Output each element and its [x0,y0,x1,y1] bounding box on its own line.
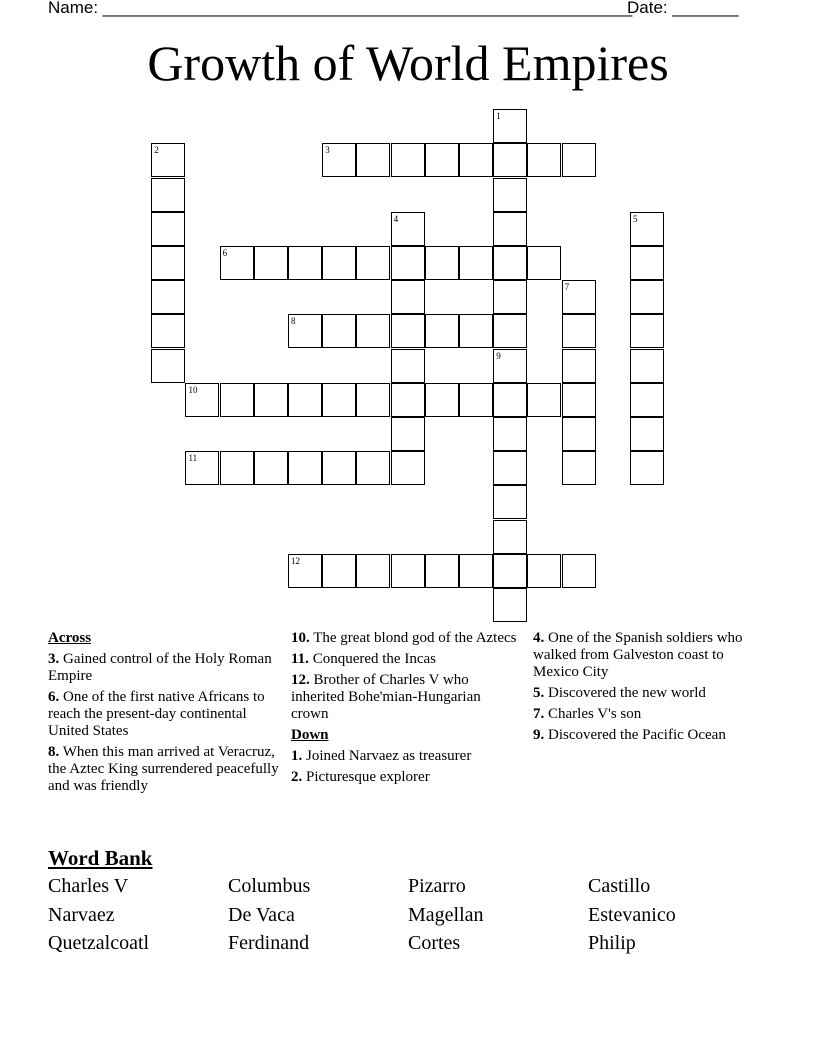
crossword-cell[interactable] [493,588,527,622]
name-field[interactable]: Name: ________________________________________________________ [48,0,633,17]
crossword-cell[interactable] [391,143,425,177]
crossword-cell[interactable] [493,554,527,588]
crossword-cell[interactable] [527,383,561,417]
clue-number: 4 [393,213,399,224]
crossword-cell[interactable] [391,451,425,485]
crossword-cell[interactable] [630,349,664,383]
crossword-cell[interactable] [356,383,390,417]
clue-down-5: 5. Discovered the new world [533,685,706,701]
crossword-cell[interactable] [630,383,664,417]
crossword-cell[interactable] [151,143,185,177]
crossword-cell[interactable] [493,143,527,177]
crossword-cell[interactable] [356,554,390,588]
word-bank-item: Cortes [408,932,461,954]
word-bank-item: De Vaca [228,903,295,926]
crossword-cell[interactable] [493,485,527,519]
crossword-cell[interactable] [288,246,322,280]
crossword-cell[interactable] [220,246,254,280]
crossword-cell[interactable] [288,314,322,348]
clue-number: 12 [291,555,301,566]
crossword-cell[interactable] [493,520,527,554]
crossword-cell[interactable] [459,554,493,588]
crossword-cell[interactable] [391,212,425,246]
word-bank-item: Quetzalcoatl [48,932,150,954]
page-title: Growth of World Empires [147,35,669,91]
crossword-cell[interactable] [630,314,664,348]
crossword-cell[interactable] [425,246,459,280]
clue-number: 5 [633,213,638,224]
crossword-cell[interactable] [322,314,356,348]
crossword-cell[interactable] [391,554,425,588]
crossword-cell[interactable] [459,383,493,417]
crossword-cell[interactable] [356,314,390,348]
word-bank [48,874,768,956]
crossword-cell[interactable] [425,383,459,417]
crossword-cell[interactable] [562,280,596,314]
clues-column-2 [291,630,521,790]
clue-number: 10 [188,384,198,395]
crossword-cell[interactable] [356,246,390,280]
crossword-cell[interactable] [527,143,561,177]
crossword-cell[interactable] [151,178,185,212]
clue-across-6: 6. One of the first native Africans to reach the present-day continental United States [48,689,265,739]
crossword-cell[interactable] [562,314,596,348]
clue-number: 7 [564,282,570,293]
crossword-cell[interactable] [254,451,288,485]
crossword-cell[interactable] [493,246,527,280]
clue-number: 9 [496,350,501,361]
clue-down-4: 4. One of the Spanish soldiers who walked from Galveston coast to Mexico City [533,630,743,680]
word-bank-item: Pizarro [408,875,466,897]
clue-across-11: 11. Conquered the Incas [291,651,436,667]
crossword-cell[interactable] [391,280,425,314]
clue-across-3: 3. Gained control of the Holy Roman Empire [48,651,272,684]
clue-number: 3 [325,145,330,156]
crossword-cell[interactable] [356,451,390,485]
crossword-cell[interactable] [185,451,219,485]
crossword-cell[interactable] [459,143,493,177]
clue-number: 8 [291,316,296,327]
clue-across-10: 10. The great blond god of the Aztecs [291,630,517,646]
crossword-cell[interactable] [493,109,527,143]
crossword-cell[interactable] [562,554,596,588]
crossword-cell[interactable] [630,212,664,246]
crossword-cell[interactable] [459,246,493,280]
crossword-cell[interactable] [630,280,664,314]
crossword-cell[interactable] [220,383,254,417]
crossword-cell[interactable] [151,280,185,314]
crossword-cell[interactable] [527,246,561,280]
crossword-cell[interactable] [493,417,527,451]
crossword-cell[interactable] [562,451,596,485]
crossword-cell[interactable] [493,212,527,246]
crossword-cell[interactable] [562,383,596,417]
clues-column-3 [533,630,758,748]
clue-number: 2 [154,145,159,156]
crossword-cell[interactable] [630,417,664,451]
crossword-cell[interactable] [322,383,356,417]
crossword-cell[interactable] [562,143,596,177]
crossword-cell[interactable] [391,417,425,451]
crossword-cell[interactable] [151,349,185,383]
clue-number: 6 [222,248,228,259]
crossword-cell[interactable] [185,383,219,417]
clue-down-2: 2. Picturesque explorer [291,769,430,785]
crossword-cell[interactable] [425,143,459,177]
down-heading: Down [291,727,329,743]
clue-down-9: 9. Discovered the Pacific Ocean [533,727,726,743]
crossword-cell[interactable] [562,349,596,383]
crossword-cell[interactable] [220,451,254,485]
crossword-cell[interactable] [356,143,390,177]
crossword-cell[interactable] [254,246,288,280]
crossword-cell[interactable] [151,314,185,348]
crossword-cell[interactable] [288,383,322,417]
word-bank-item: Estevanico [588,903,676,926]
crossword-cell[interactable] [391,314,425,348]
crossword-cell[interactable] [425,554,459,588]
crossword-cell[interactable] [322,143,356,177]
crossword-cell[interactable] [391,349,425,383]
crossword-cell[interactable] [425,314,459,348]
clue-number: 11 [188,453,198,464]
word-bank-title: Word Bank [48,846,153,870]
crossword-cell[interactable] [322,246,356,280]
clues-column-1 [48,630,284,799]
word-bank-item: Ferdinand [228,932,310,954]
crossword-cell[interactable] [254,383,288,417]
across-heading: Across [48,630,92,646]
crossword-cell[interactable] [151,246,185,280]
crossword-cell[interactable] [322,554,356,588]
word-bank-item: Philip [588,932,636,954]
crossword-cell[interactable] [493,451,527,485]
clue-across-12: 12. Brother of Charles V who inherited Bohe'mian-Hungarian crown [291,672,481,722]
word-bank-item: Narvaez [48,903,115,926]
clue-number: 1 [496,111,501,122]
crossword-cell[interactable] [459,314,493,348]
word-bank-item: Magellan [408,903,484,926]
crossword-cell[interactable] [391,383,425,417]
crossword-cell[interactable] [493,178,527,212]
word-bank-item: Castillo [588,875,651,897]
clue-down-1: 1. Joined Narvaez as treasurer [291,748,472,764]
crossword-cell[interactable] [493,349,527,383]
crossword-cell[interactable] [288,554,322,588]
crossword-cell[interactable] [493,383,527,417]
crossword-cell[interactable] [630,246,664,280]
crossword-cell[interactable] [562,417,596,451]
crossword-cell[interactable] [493,280,527,314]
crossword-cell[interactable] [322,451,356,485]
crossword-cell[interactable] [288,451,322,485]
word-bank-item: Charles V [48,875,129,897]
crossword-cell[interactable] [630,451,664,485]
clue-across-8: 8. When this man arrived at Veracruz, the Aztec King surrendered peacefully and was friendly [48,744,279,794]
crossword-cell[interactable] [493,314,527,348]
word-bank-item: Columbus [228,875,311,897]
crossword-cell[interactable] [527,554,561,588]
clue-down-7: 7. Charles V's son [533,706,642,722]
crossword-cell[interactable] [391,246,425,280]
crossword-cell[interactable] [151,212,185,246]
date-field[interactable]: Date: _______ [627,0,739,17]
